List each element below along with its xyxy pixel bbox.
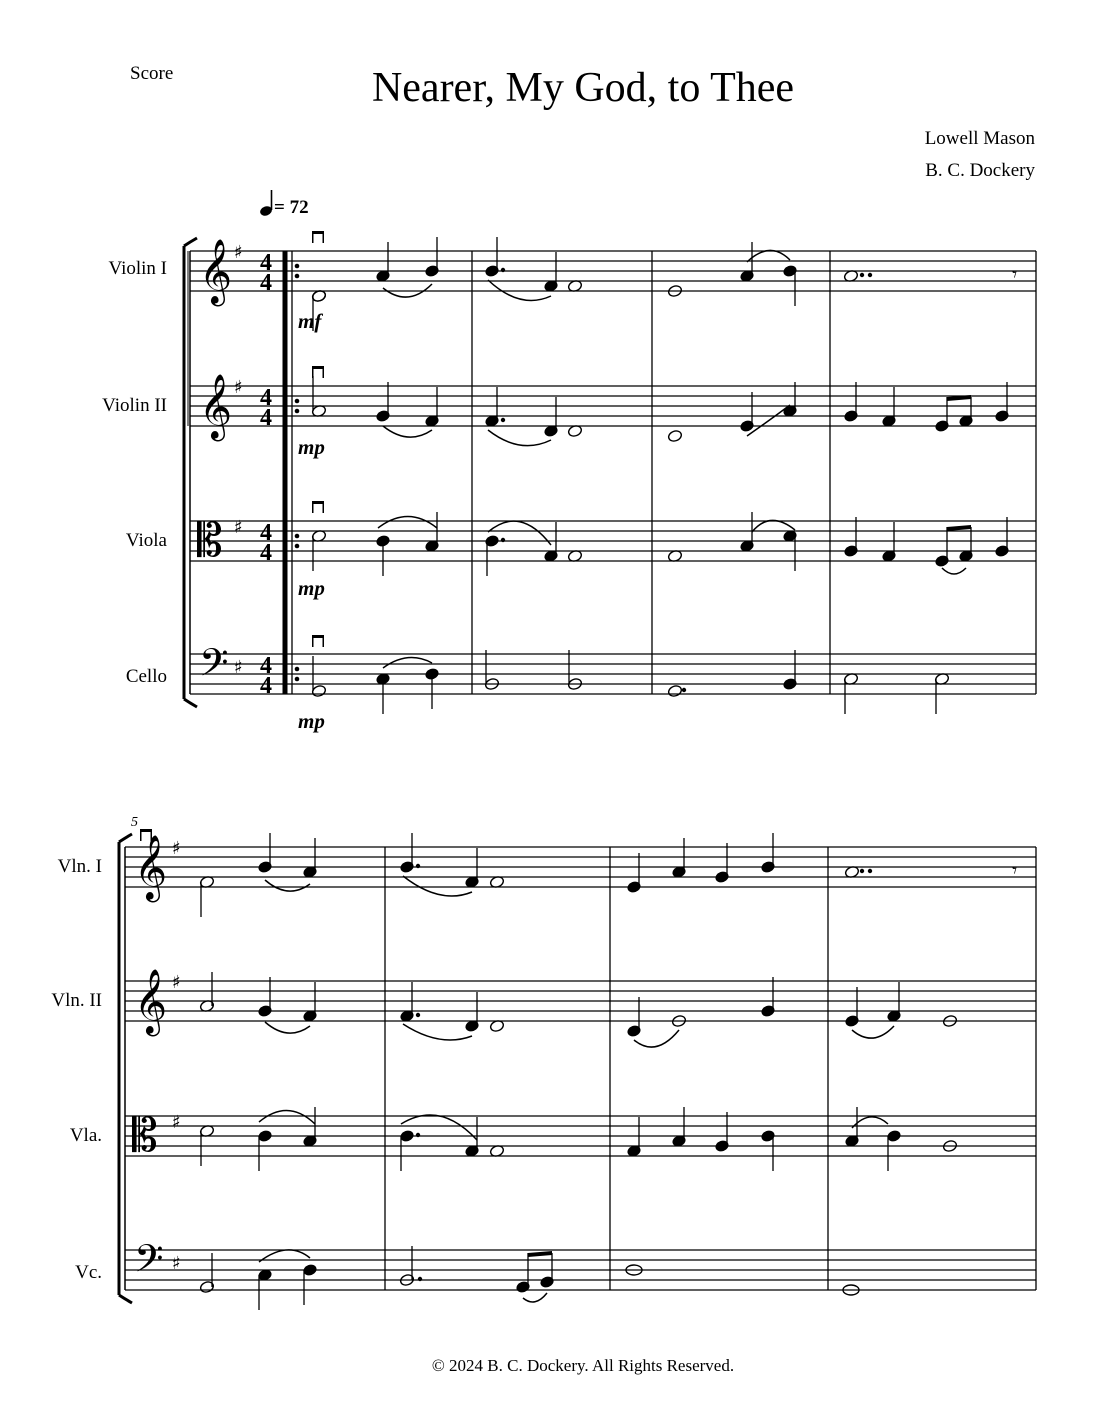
sharp-icon: ♯ xyxy=(172,1253,181,1274)
svg-text:4: 4 xyxy=(260,673,272,699)
time-signature xyxy=(260,250,272,699)
stems-system-1 xyxy=(313,237,1007,714)
svg-text:4: 4 xyxy=(260,653,272,679)
alto-clef-icon: 𝄡 xyxy=(197,513,223,567)
sharp-icon: ♯ xyxy=(234,242,243,263)
dynamic-violin-1: mf xyxy=(298,309,322,333)
beams-system-2 xyxy=(528,1251,552,1257)
copyright-footer: © 2024 B. C. Dockery. All Rights Reserved. xyxy=(431,1356,735,1375)
slurs-system-2 xyxy=(259,876,894,1302)
page-title: Nearer, My God, to Thee xyxy=(371,65,795,111)
sharp-icon: ♯ xyxy=(234,377,243,398)
treble-clef-icon: 𝄞 xyxy=(134,835,168,900)
quarter-note-icon xyxy=(259,190,273,217)
part-name-vln-1: Vln. I xyxy=(57,856,102,877)
sharp-icon: ♯ xyxy=(172,972,181,993)
part-name-vln-2: Vln. II xyxy=(51,990,102,1011)
notes-system-1 xyxy=(311,265,1009,698)
staff-vc xyxy=(125,1250,1036,1290)
system-2 xyxy=(119,834,1036,1303)
svg-text:4: 4 xyxy=(260,405,272,431)
sharp-icon: ♯ xyxy=(234,657,243,678)
sharp-icon: ♯ xyxy=(172,1112,181,1133)
arranger-credit: B. C. Dockery xyxy=(925,160,1035,181)
svg-text:4: 4 xyxy=(260,540,272,566)
slurs-system-1 xyxy=(378,250,966,668)
staff-cello xyxy=(190,654,1036,694)
sharp-icon: ♯ xyxy=(234,517,243,538)
stems-system-2 xyxy=(201,833,899,1310)
staff-violin-1 xyxy=(190,251,1036,291)
svg-text:4: 4 xyxy=(260,520,272,546)
part-name-violin-1: Violin I xyxy=(108,258,167,279)
dynamic-cello: mp xyxy=(298,709,325,733)
tempo-marking: = 72 xyxy=(274,197,309,218)
composer-credit: Lowell Mason xyxy=(924,128,1035,149)
score-label: Score xyxy=(130,63,174,84)
eighth-rest-icon: 𝄾 xyxy=(1012,262,1018,286)
part-name-vla: Vla. xyxy=(69,1125,102,1146)
svg-text:4: 4 xyxy=(260,385,272,411)
alto-clef-icon: 𝄡 xyxy=(132,1108,158,1162)
system-1 xyxy=(184,238,1036,707)
notes-system-2 xyxy=(199,861,957,1295)
dots-system-2 xyxy=(416,864,872,1281)
sharp-icon: ♯ xyxy=(172,838,181,859)
bass-clef-icon: 𝄢 xyxy=(199,640,229,694)
svg-text:4: 4 xyxy=(260,270,272,296)
dynamic-violin-2: mp xyxy=(298,435,325,459)
part-name-vc: Vc. xyxy=(75,1262,102,1283)
treble-clef-icon: 𝄞 xyxy=(199,374,233,439)
dynamic-viola: mp xyxy=(298,576,325,600)
part-name-violin-2: Violin II xyxy=(102,395,167,416)
measure-number: 5 xyxy=(131,815,138,830)
treble-clef-icon: 𝄞 xyxy=(134,969,168,1034)
eighth-rest-icon: 𝄾 xyxy=(1012,858,1018,882)
svg-text:4: 4 xyxy=(260,250,272,276)
part-name-cello: Cello xyxy=(125,666,167,687)
bass-clef-icon: 𝄢 xyxy=(134,1236,164,1290)
treble-clef-icon: 𝄞 xyxy=(199,239,233,304)
part-name-viola: Viola xyxy=(125,530,167,551)
dots-system-1 xyxy=(501,268,872,692)
